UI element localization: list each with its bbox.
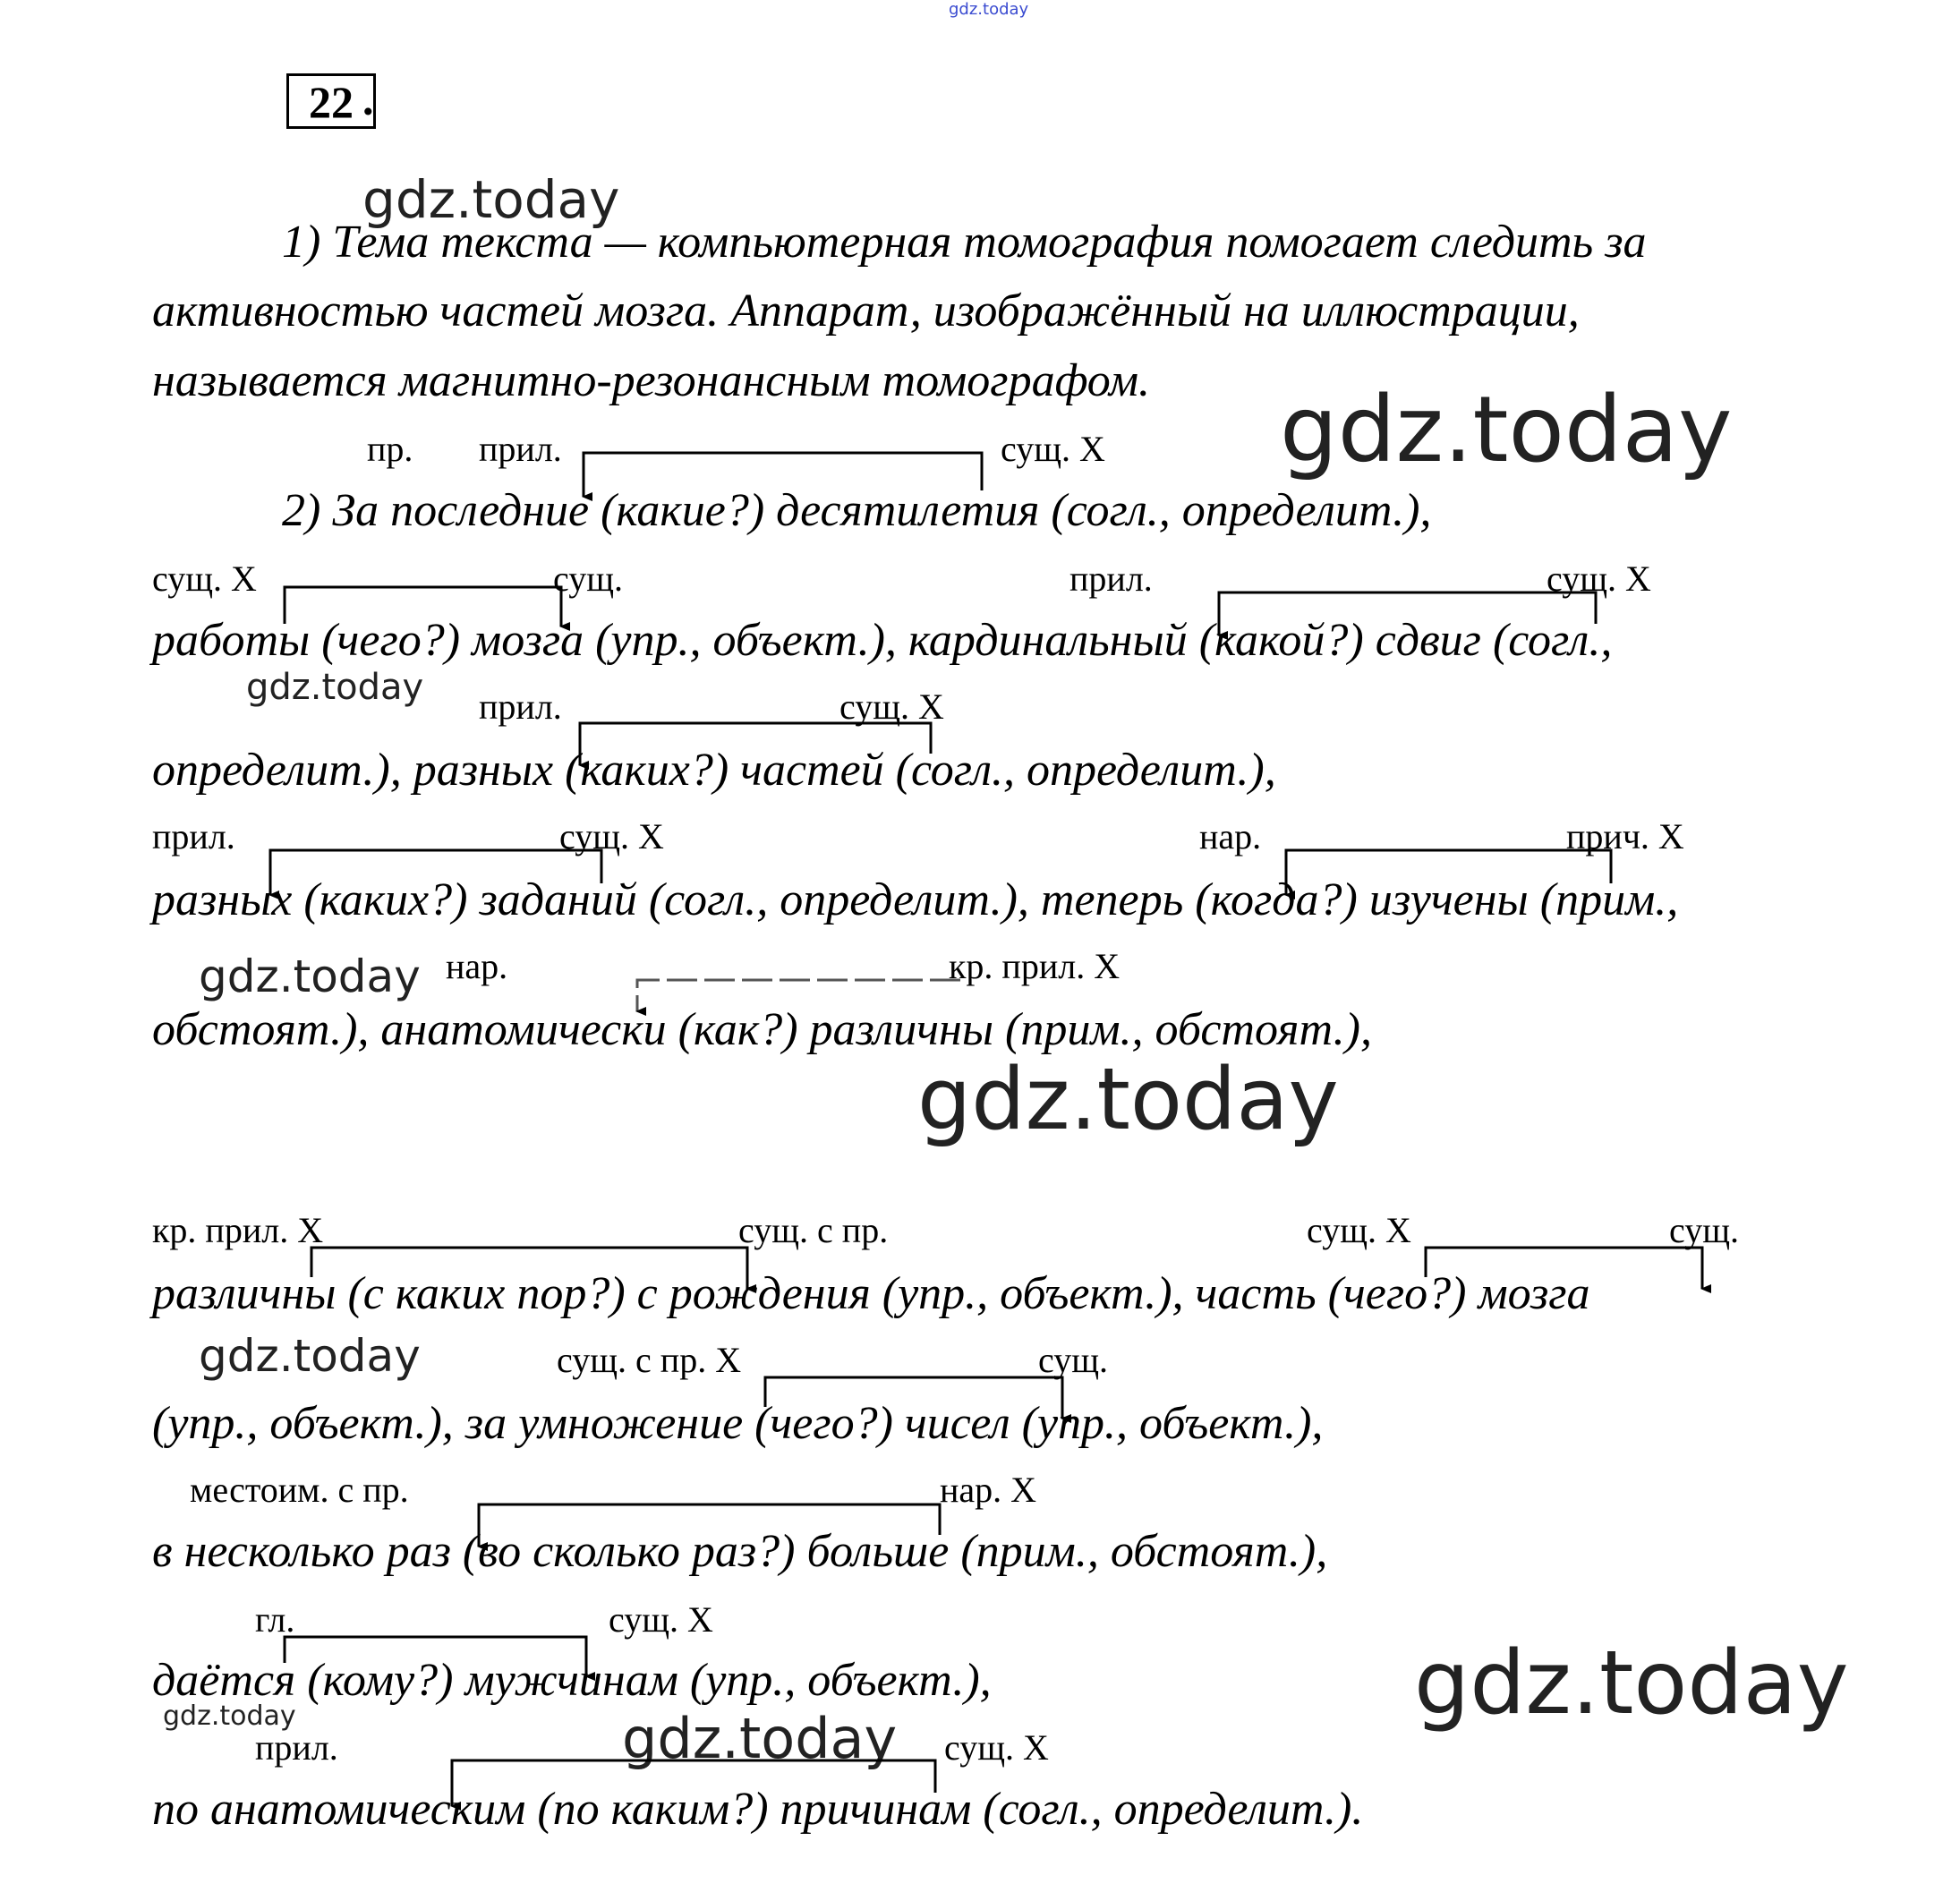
text-line: (упр., объект.), за умножение (чего?) чисел (упр., объект.), <box>152 1398 1324 1449</box>
text-line: разных (каких?) заданий (согл., определит.), теперь (когда?) изучены (прим., <box>152 874 1679 925</box>
text-line: даётся (кому?) мужчинам (упр., объект.), <box>152 1655 992 1706</box>
pos-label: местоим. с пр. <box>190 1470 409 1510</box>
pos-label: сущ. Х <box>839 686 944 727</box>
pos-label: нар. <box>446 946 508 986</box>
connector <box>285 1637 586 1676</box>
pos-label: прил. <box>152 816 235 857</box>
text-line: в несколько раз (во сколько раз?) больше (прим., обстоят.), <box>152 1526 1328 1577</box>
connector <box>270 850 601 895</box>
text-line: обстоят.), анатомически (как?) различны (прим., обстоят.), <box>152 1004 1372 1055</box>
pos-label: пр. <box>367 429 413 469</box>
text-line: 2) За последние (какие?) десятилетия (согл., определит.), <box>282 485 1432 536</box>
pos-label: нар. <box>1199 816 1262 857</box>
watermark: gdz.today <box>622 1706 898 1771</box>
pos-label: сущ. Х <box>609 1599 713 1640</box>
pos-label: кр. прил. Х <box>152 1210 324 1250</box>
watermark: gdz.today <box>199 1330 421 1382</box>
text-line: 1) Тема текста — компьютерная томография помогает следить за <box>282 217 1647 268</box>
pos-label: прил. <box>1069 558 1153 599</box>
connector <box>1219 592 1596 635</box>
pos-label: сущ. Х <box>152 558 257 599</box>
pos-label: нар. Х <box>940 1470 1037 1510</box>
connector <box>1286 850 1611 895</box>
watermark: gdz.today <box>199 950 421 1002</box>
watermark: gdz.today <box>362 169 620 230</box>
connector <box>452 1760 935 1806</box>
pos-label: сущ. Х <box>944 1727 1049 1768</box>
connector <box>285 587 561 626</box>
watermark: gdz.today <box>917 1051 1339 1149</box>
connector <box>584 453 982 497</box>
connector <box>1426 1248 1702 1289</box>
watermark: gdz.today <box>1280 377 1733 483</box>
pos-label: сущ. <box>1669 1210 1740 1250</box>
watermark: gdz.today <box>246 667 424 708</box>
pos-label: прил. <box>255 1727 338 1768</box>
pos-label: гл. <box>255 1599 295 1640</box>
connector <box>479 1504 940 1547</box>
pos-label: сущ. с пр. Х <box>557 1340 742 1380</box>
pos-label: кр. прил. Х <box>949 946 1121 986</box>
pos-label: прил. <box>479 686 562 727</box>
text-line: активностью частей мозга. Аппарат, изображённый на иллюстрации, <box>152 286 1580 337</box>
pos-label: сущ. с пр. <box>738 1210 889 1250</box>
text-line: называется магнитно-резонансным томографом. <box>152 355 1151 406</box>
text-line: работы (чего?) мозга (упр., объект.), кардинальный (какой?) сдвиг (согл., <box>152 615 1613 666</box>
text-line: различны (с каких пор?) с рождения (упр., объект.), часть (чего?) мозга <box>152 1268 1590 1319</box>
watermark: gdz.today <box>163 1700 296 1732</box>
pos-label: прил. <box>479 429 562 469</box>
pos-label: сущ. Х <box>1307 1210 1411 1250</box>
pos-label: сущ. <box>1038 1340 1109 1380</box>
pos-label: сущ. Х <box>1547 558 1651 599</box>
pos-label: сущ. <box>553 558 624 599</box>
pos-label: сущ. Х <box>559 816 664 857</box>
watermark: gdz.today <box>1414 1632 1849 1734</box>
text-line: определит.), разных (каких?) частей (согл., определит.), <box>152 745 1276 796</box>
pos-label: прич. Х <box>1566 816 1684 857</box>
connector <box>765 1377 1062 1419</box>
exercise-number-dot: . <box>362 74 374 124</box>
pos-label: сущ. Х <box>1001 429 1105 469</box>
connector <box>580 723 931 765</box>
text-line: по анатомическим (по каким?) причинам (согл., определит.). <box>152 1784 1364 1835</box>
watermark-top: gdz.today <box>949 0 1029 19</box>
exercise-number: 22 <box>286 73 376 129</box>
connector <box>637 980 960 1011</box>
connector <box>311 1248 747 1289</box>
